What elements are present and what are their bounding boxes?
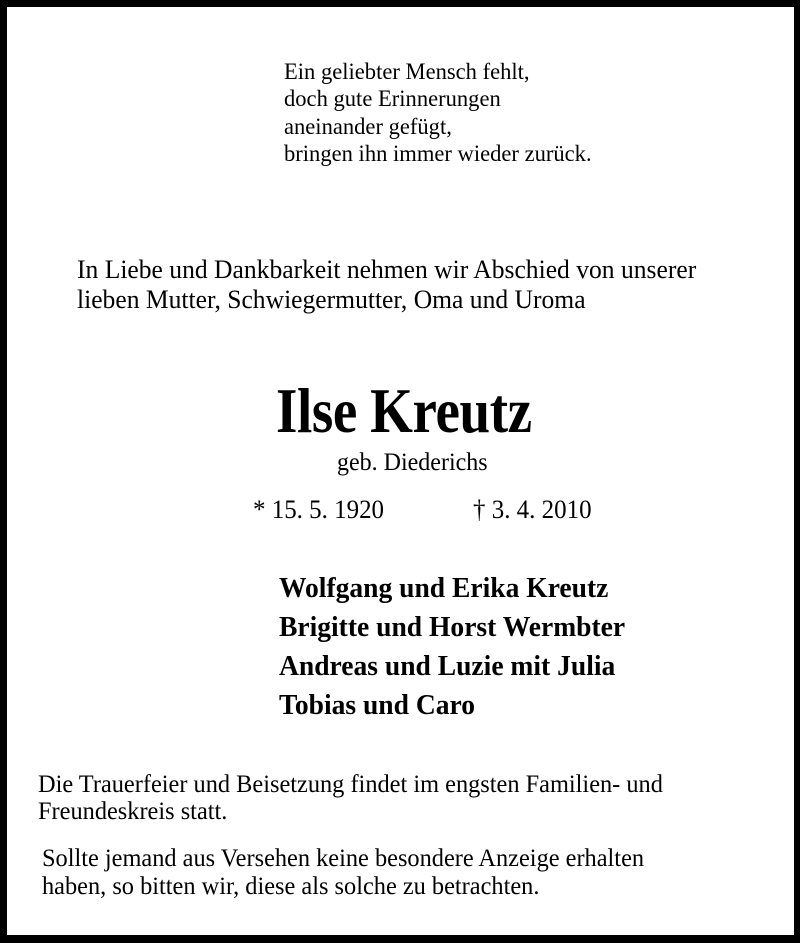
memorial-poem: [284, 59, 592, 168]
intro-line: lieben Mutter, Schwiegermutter, Oma und Uroma: [77, 284, 586, 314]
poem-line: bringen ihn immer wieder zurück.: [284, 140, 592, 167]
death-date: † 3. 4. 2010: [473, 495, 592, 524]
life-dates: [7, 494, 800, 526]
disclaimer-line: haben, so bitten wir, diese als solche zu betrachten.: [42, 871, 540, 900]
disclaimer-line: Sollte jemand aus Versehen keine besondere Anzeige erhalten: [42, 843, 645, 872]
farewell-intro: [77, 254, 696, 314]
mourner-entry: Tobias und Caro: [279, 689, 476, 721]
birth-date: * 15. 5. 1920: [253, 495, 385, 524]
intro-line: In Liebe und Dankbarkeit nehmen wir Abschied von unserer: [77, 254, 697, 284]
mourner-entry: Andreas und Luzie mit Julia: [279, 650, 616, 682]
poem-line: Ein geliebter Mensch fehlt,: [284, 59, 530, 85]
mourner-entry: Brigitte und Horst Wermbter: [279, 611, 626, 643]
deceased-name: Ilse Kreutz: [276, 375, 532, 446]
poem-line: aneinander gefügt,: [284, 113, 452, 140]
maiden-name: geb. Diederichs: [337, 449, 488, 476]
mourner-entry: Wolfgang und Erika Kreutz: [279, 572, 609, 604]
ceremony-line: Die Trauerfeier und Beisetzung findet im engsten Familien- und: [38, 769, 663, 798]
poem-line: doch gute Erinnerungen: [284, 86, 501, 113]
disclaimer-note: [42, 844, 644, 900]
mourners-list: [279, 569, 625, 725]
ceremony-note: [38, 770, 663, 824]
ceremony-line: Freundeskreis statt.: [38, 796, 228, 825]
